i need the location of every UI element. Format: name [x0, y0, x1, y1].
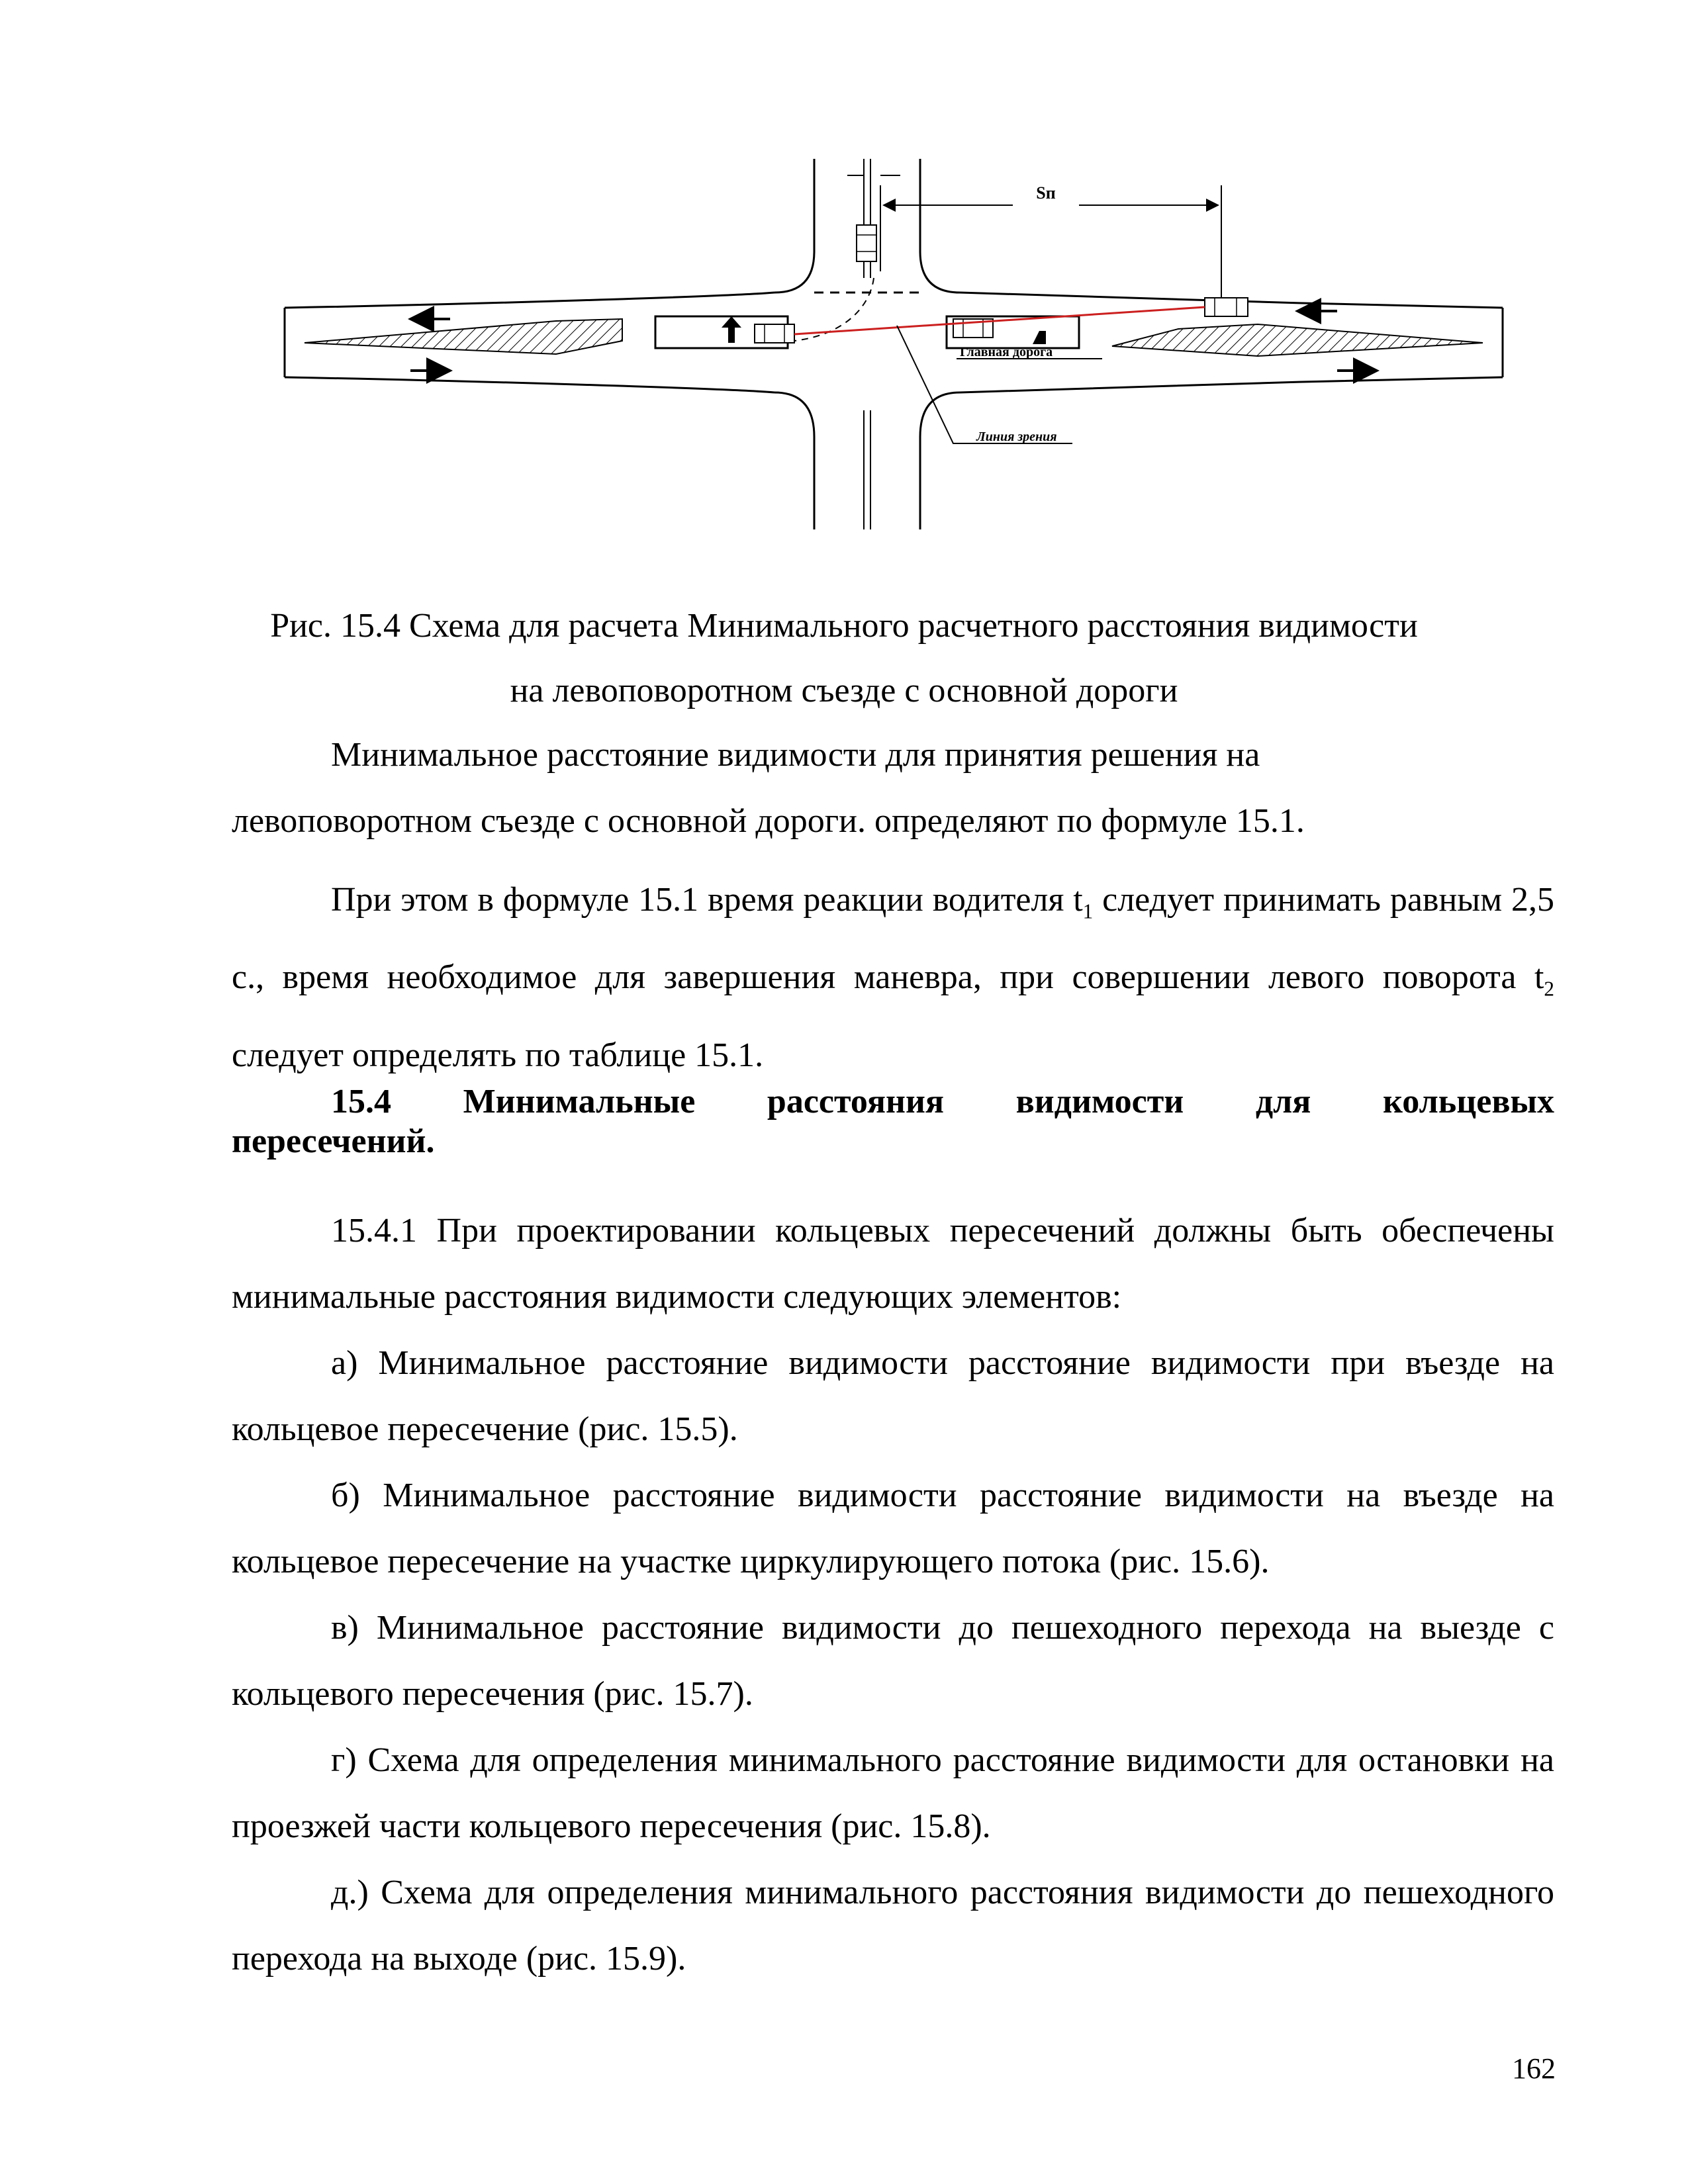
main-road-label: Главная дорога — [960, 345, 1053, 359]
vehicle-turning-left-lane — [755, 324, 794, 343]
list-item-b: б) Минимальное расстояние видимости расстояние видимости на въезде на кольцевое пересечение на участке циркулирующего потока (рис. 15.6). — [232, 1477, 1554, 1580]
subscript-t1: 1 — [1082, 899, 1094, 923]
list-intro: 15.4.1 При проектировании кольцевых пересечений должны быть обеспечены минимальные расстояния видимости следующих элементов: — [232, 1212, 1554, 1316]
heading-line-2: пересечений. — [232, 1122, 435, 1160]
heading-word-5: для — [1255, 1083, 1311, 1120]
paragraph-2-text-b: следует принимать равным 2,5 с., время необходимое для завершения маневра, при совершении левого поворота t — [232, 881, 1555, 997]
heading-word-3: расстояния — [767, 1083, 945, 1120]
intersection-diagram — [265, 146, 1523, 543]
leader-sight-line — [897, 326, 1072, 443]
list-item-v: в) Минимальное расстояние видимости до пешеходного перехода на выезде с кольцевого пересечения (рис. 15.7). — [232, 1609, 1554, 1713]
dimension-label-sp: Sп — [1036, 183, 1056, 203]
sight-line-label: Линия зрения — [976, 430, 1057, 444]
cross-road-corner-ne — [920, 251, 960, 293]
figure-caption-line-2: на левоповоротном съезде с основной дороги — [510, 672, 1178, 709]
median-left-hatched — [305, 319, 622, 354]
figure-caption-line-1: Рис. 15.4 Схема для расчета Минимального расчетного расстояния видимости — [270, 607, 1418, 645]
cross-road-corner-sw — [774, 392, 814, 437]
section-heading — [232, 1082, 1554, 1161]
vehicle-on-cross-road — [857, 225, 876, 261]
road-edge-left-top — [285, 293, 774, 308]
subscript-t2: 2 — [1544, 977, 1554, 1001]
paragraph-2 — [232, 867, 1554, 1089]
list-item-a: а) Минимальное расстояние видимости расстояние видимости при въезде на кольцевое пересечение (рис. 15.5). — [232, 1344, 1554, 1448]
heading-word-2: Минимальные — [463, 1083, 696, 1120]
road-edge-right-bottom — [960, 377, 1503, 392]
paragraph-1-line-1: Минимальное расстояние видимости для принятия решения на — [331, 736, 1260, 774]
turn-arrow-left-lane — [722, 316, 741, 343]
median-right-hatched — [1112, 324, 1483, 356]
page-number: 162 — [1512, 2052, 1556, 2085]
paragraph-2-text-c: следует определять по таблице 15.1. — [232, 1036, 764, 1074]
heading-word-1: 15.4 — [331, 1083, 391, 1120]
heading-word-6: кольцевых — [1383, 1083, 1554, 1120]
heading-word-4: видимости — [1015, 1083, 1184, 1120]
paragraph-2-text-a: При этом в формуле 15.1 время реакции водителя t — [331, 881, 1083, 919]
road-edge-left-bottom — [285, 377, 774, 392]
cross-road-corner-nw — [774, 251, 814, 293]
paragraph-1-line-2: левоповоротном съезде с основной дороги. определяют по формуле 15.1. — [232, 802, 1305, 840]
sight-line-red — [794, 307, 1205, 334]
list-item-d: д.) Схема для определения минимального расстояния видимости до пешеходного перехода на выходе (рис. 15.9). — [232, 1874, 1554, 1978]
list-item-g: г) Схема для определения минимального расстояние видимости для остановки на проезжей части кольцевого пересечения (рис. 15.8). — [232, 1741, 1554, 1845]
vehicle-approaching-main-road — [1205, 298, 1248, 316]
turn-arrow-right-lane — [1033, 318, 1046, 344]
